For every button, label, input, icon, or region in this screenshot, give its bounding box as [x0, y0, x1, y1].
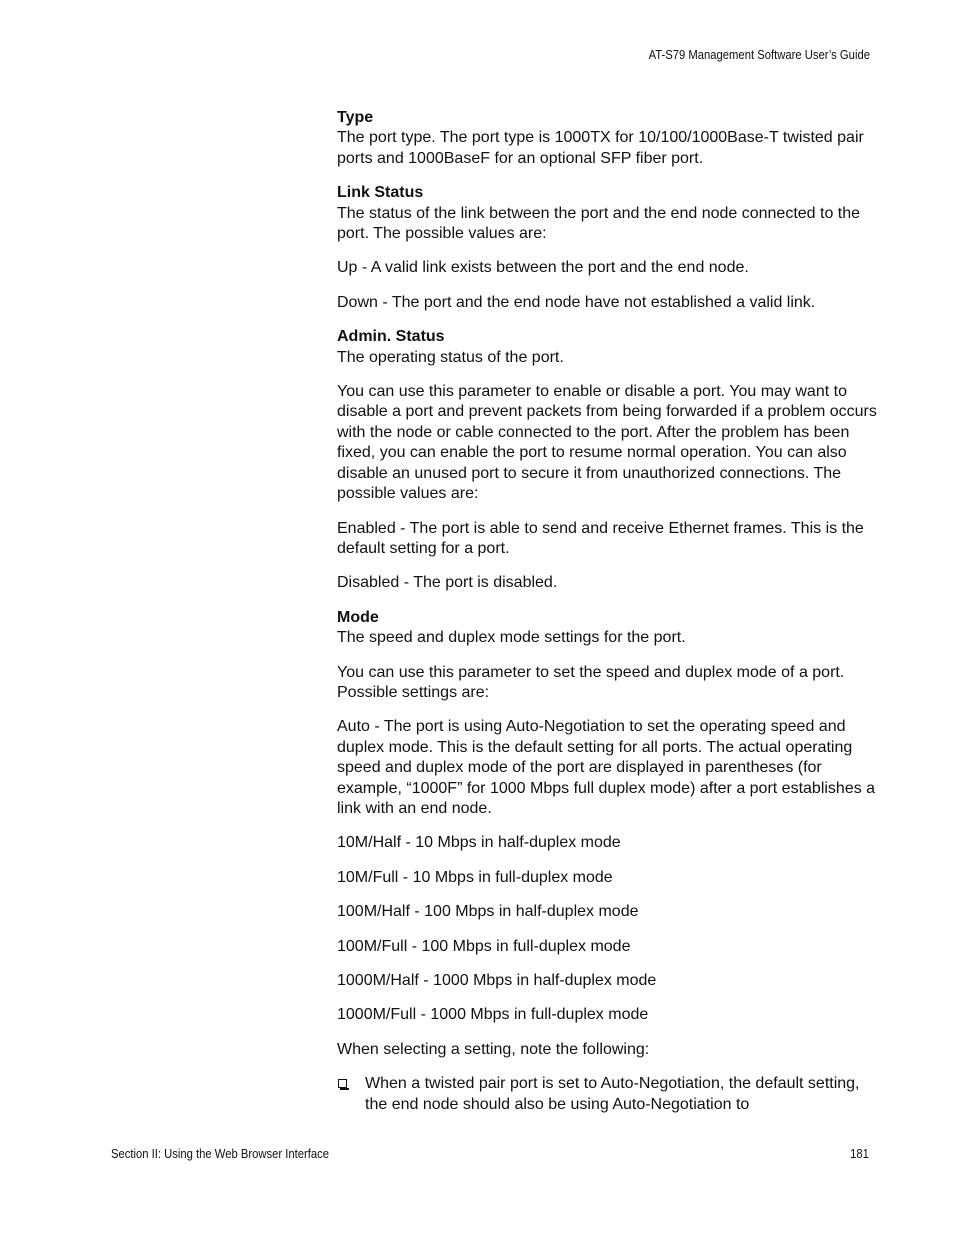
page-content	[337, 108, 877, 1115]
type-description: The port type. The port type is 1000TX for 10/100/1000Base-T twisted pair ports and 1000BaseF for an optional SFP fiber port.	[337, 129, 864, 167]
mode-note-intro: When selecting a setting, note the following:	[337, 1040, 650, 1058]
mode-10m-full: 10M/Full - 10 Mbps in full-duplex mode	[337, 868, 613, 886]
running-header: AT-S79 Management Software User’s Guide	[648, 48, 870, 62]
link-status-description: The status of the link between the port and the end node connected to the port. The possible values are:	[337, 204, 861, 243]
heading-admin-status: Admin. Status	[337, 328, 445, 346]
mode-description: The speed and duplex mode settings for the port.	[337, 629, 686, 647]
section-link-status	[337, 183, 877, 313]
section-admin-status	[337, 327, 877, 593]
admin-status-usage: You can use this parameter to enable or disable a port. You may want to disable a port and prevent packets from being forwarded if a problem occurs with the node or cable connected to the port. After the problem has been fixed, you can enable the port to resume normal operation. You can also disable an unused port to secure it from unauthorized connections. The possible values are:	[337, 383, 877, 503]
mode-100m-half: 100M/Half - 100 Mbps in half-duplex mode	[337, 903, 639, 921]
heading-link-status: Link Status	[337, 184, 424, 202]
section-type	[337, 108, 877, 169]
mode-1000m-half: 1000M/Half - 1000 Mbps in half-duplex mode	[337, 972, 657, 989]
mode-1000m-full: 1000M/Full - 1000 Mbps in full-duplex mode	[337, 1006, 649, 1024]
heading-type: Type	[337, 109, 374, 126]
mode-usage: You can use this parameter to set the speed and duplex mode of a port. Possible settings are:	[337, 663, 845, 701]
bullet-item	[337, 1074, 877, 1115]
admin-status-description: The operating status of the port.	[337, 348, 564, 366]
link-status-down: Down - The port and the end node have not established a valid link.	[337, 293, 816, 311]
mode-auto: Auto - The port is using Auto-Negotiation to set the operating speed and duplex mode. This is the default setting for all ports. The actual operating speed and duplex mode of the port are displayed in parentheses (for example, “1000F” for 1000 Mbps full duplex mode) after a port establishes a link with an end node.	[337, 718, 876, 817]
section-mode	[337, 608, 877, 1115]
admin-status-enabled: Enabled - The port is able to send and receive Ethernet frames. This is the default setting for a port.	[337, 519, 864, 557]
footer-section-title: Section II: Using the Web Browser Interface	[111, 1147, 330, 1161]
mode-100m-full: 100M/Full - 100 Mbps in full-duplex mode	[337, 937, 631, 955]
admin-status-disabled: Disabled - The port is disabled.	[337, 574, 558, 592]
link-status-up: Up - A valid link exists between the port and the end node.	[337, 259, 749, 277]
page-number: 181	[850, 1147, 869, 1161]
heading-mode: Mode	[337, 608, 379, 626]
bullet-text: When a twisted pair port is set to Auto-Negotiation, the default setting, the end node should also be using Auto-Negotiation to	[365, 1075, 860, 1113]
checkbox-bullet-icon	[338, 1079, 347, 1088]
mode-10m-half: 10M/Half - 10 Mbps in half-duplex mode	[337, 834, 621, 852]
